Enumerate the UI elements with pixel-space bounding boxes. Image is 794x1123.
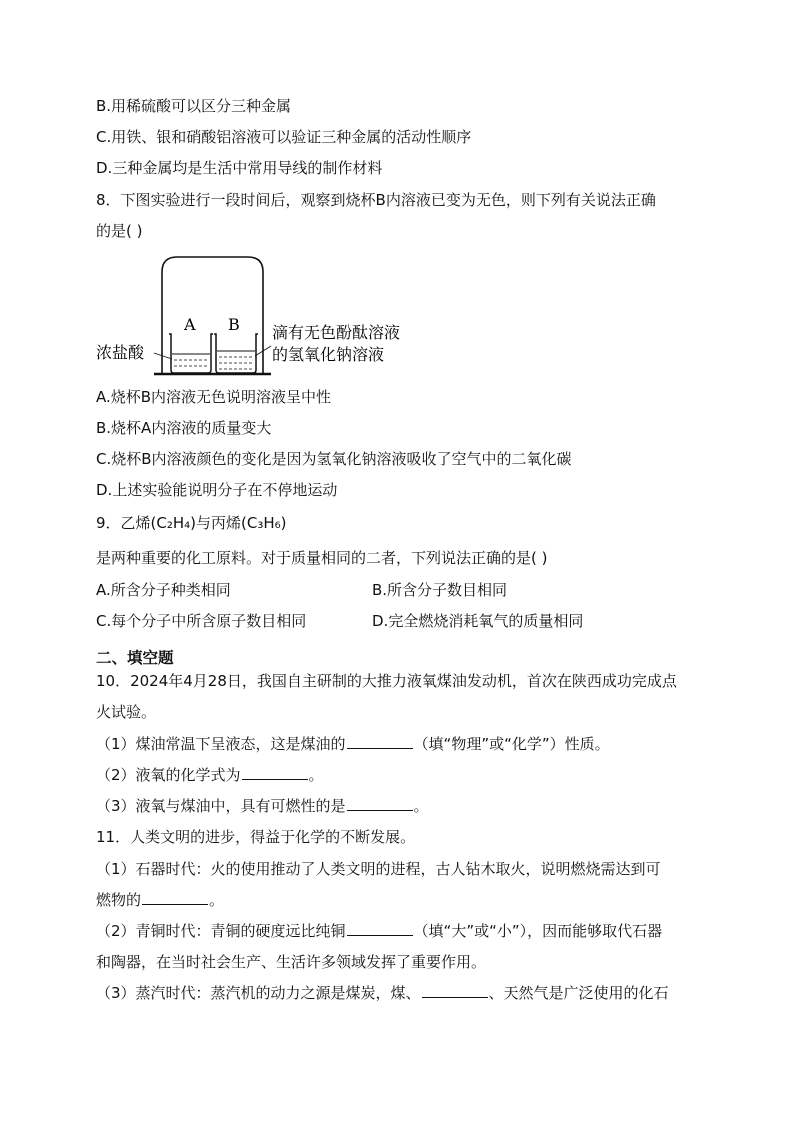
option-9c: C.每个分子中所含原子数目相同 bbox=[96, 612, 307, 630]
question-9-stem-line1 bbox=[96, 512, 287, 534]
question-11-part2-line2: 和陶器，在当时社会生产、生活许多领域发挥了重要作用。 bbox=[96, 953, 487, 971]
option-8a: A.烧杯B内溶液无色说明溶液呈中性 bbox=[96, 388, 332, 406]
q11-3-text-a: （3）蒸汽时代：蒸汽机的动力之源是煤炭，煤、 bbox=[96, 984, 421, 1002]
experiment-figure bbox=[90, 250, 430, 380]
question-10-stem-line1: 10．2024年4月28日，我国自主研制的大推力液氧煤油发动机，首次在陕西成功完成点 bbox=[96, 672, 677, 690]
question-10-stem-line2: 火试验。 bbox=[96, 703, 157, 721]
q11-2-text-a: （2）青铜时代：青铜的硬度远比纯铜 bbox=[96, 922, 346, 940]
option-9d: D.完全燃烧消耗氧气的质量相同 bbox=[372, 612, 584, 630]
answer-blank-11-3[interactable] bbox=[422, 983, 488, 998]
question-11-stem: 11．人类文明的进步，得益于化学的不断发展。 bbox=[96, 828, 416, 846]
q11-1-text-b: 燃物的 bbox=[96, 891, 142, 909]
right-caption-line1: 滴有无色酚酞溶液 bbox=[272, 323, 401, 342]
option-8d: D.上述实验能说明分子在不停地运动 bbox=[96, 481, 338, 499]
formula-c3h6: (C₃H₆) bbox=[241, 514, 287, 532]
q9-mid: 与丙烯 bbox=[196, 514, 242, 532]
option-7c: C.用铁、银和硝酸铝溶液可以验证三种金属的活动性顺序 bbox=[96, 128, 472, 146]
q10-2-text-b: 。 bbox=[308, 766, 324, 784]
question-11-part3-line1 bbox=[96, 982, 669, 1004]
q10-3-text-a: （3）液氧与煤油中，具有可燃性的是 bbox=[96, 797, 346, 815]
option-8c: C.烧杯B内溶液颜色的变化是因为氢氧化钠溶液吸收了空气中的二氧化碳 bbox=[96, 450, 572, 468]
q10-2-text-a: （2）液氧的化学式为 bbox=[96, 766, 241, 784]
left-caption: 浓盐酸 bbox=[96, 343, 145, 362]
question-11-part1-line1: （1）石器时代：火的使用推动了人类文明的进程，古人钻木取火，说明燃烧需达到可 bbox=[96, 860, 661, 878]
question-10-part1 bbox=[96, 733, 610, 755]
question-8-stem-line1: 8．下图实验进行一段时间后，观察到烧杯B内溶液已变为无色，则下列有关说法正确 bbox=[96, 191, 656, 209]
q9-prefix: 9．乙烯 bbox=[96, 514, 151, 532]
bell-jar bbox=[162, 257, 263, 374]
section-heading-fill-in: 二、填空题 bbox=[96, 649, 174, 667]
beaker-b bbox=[214, 334, 258, 373]
question-10-part2 bbox=[96, 764, 324, 786]
option-9a: A.所含分子种类相同 bbox=[96, 581, 231, 599]
formula-c2h4: (C₂H₄) bbox=[150, 514, 197, 532]
left-pointer bbox=[154, 353, 172, 359]
beaker-a bbox=[169, 334, 213, 373]
beaker-b-label: B bbox=[228, 315, 240, 334]
option-7b: B.用稀硫酸可以区分三种金属 bbox=[96, 97, 292, 115]
option-9b: B.所含分子数目相同 bbox=[372, 581, 508, 599]
right-caption-line2: 的氢氧化钠溶液 bbox=[272, 345, 385, 364]
option-8b: B.烧杯A内溶液的质量变大 bbox=[96, 419, 272, 437]
q10-1-text-a: （1）煤油常温下呈液态，这是煤油的 bbox=[96, 735, 346, 753]
question-9-stem-line2: 是两种重要的化工原料。对于质量相同的二者，下列说法正确的是( ) bbox=[96, 549, 548, 567]
answer-blank-11-1[interactable] bbox=[142, 890, 208, 905]
beaker-a-label: A bbox=[184, 315, 196, 334]
q10-3-text-b: 。 bbox=[413, 797, 429, 815]
answer-blank-10-3[interactable] bbox=[347, 796, 413, 811]
answer-blank-10-2[interactable] bbox=[242, 765, 308, 780]
q11-2-text-b: （填“大”或“小”），因而能够取代石器 bbox=[413, 922, 663, 940]
question-10-part3 bbox=[96, 795, 429, 817]
question-11-part1-line2 bbox=[96, 889, 224, 911]
q11-3-text-b: 、天然气是广泛使用的化石 bbox=[488, 984, 669, 1002]
question-8-stem-line2: 的是( ) bbox=[96, 222, 143, 240]
answer-blank-10-1[interactable] bbox=[347, 734, 413, 749]
answer-blank-11-2[interactable] bbox=[347, 921, 413, 936]
question-11-part2-line1 bbox=[96, 920, 662, 942]
option-7d: D.三种金属均是生活中常用导线的制作材料 bbox=[96, 159, 383, 177]
q10-1-text-b: （填“物理”或“化学”）性质。 bbox=[413, 735, 610, 753]
q11-1-text-c: 。 bbox=[209, 891, 225, 909]
